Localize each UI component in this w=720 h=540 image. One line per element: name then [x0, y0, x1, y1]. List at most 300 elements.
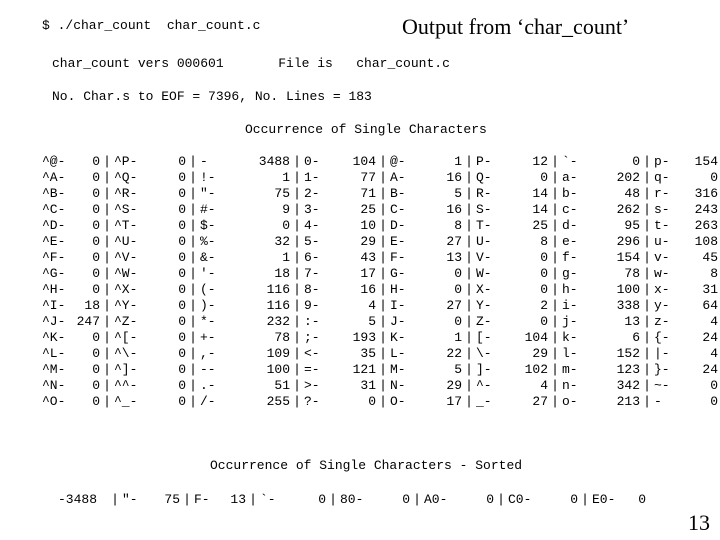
char-count: 8	[454, 218, 462, 233]
char-label: k-	[562, 330, 578, 345]
char-count: 0	[92, 154, 100, 169]
char-label: f-	[562, 250, 578, 265]
char-count: 25	[532, 218, 548, 233]
column-separator: |	[379, 218, 387, 233]
command-line: $ ./char_count char_count.c	[42, 18, 261, 33]
char-count: 4	[710, 314, 718, 329]
char-count-cell	[304, 394, 376, 410]
char-label: d-	[562, 218, 578, 233]
char-count-cell	[200, 362, 290, 378]
char-count-cell	[304, 218, 376, 234]
char-count-cell	[200, 298, 290, 314]
column-separator: |	[551, 218, 559, 233]
char-count: 8	[540, 234, 548, 249]
char-count-cell	[42, 282, 100, 298]
char-count: 75	[274, 186, 290, 201]
char-count: 0	[454, 314, 462, 329]
column-separator: |	[643, 298, 651, 313]
table-row	[42, 378, 718, 394]
char-count: 6	[632, 330, 640, 345]
sorted-heading: Occurrence of Single Characters - Sorted	[210, 458, 523, 473]
char-count-cell	[114, 298, 186, 314]
column-separator: |	[581, 492, 589, 507]
char-label: 3-	[304, 202, 320, 217]
char-label: u-	[654, 234, 670, 249]
char-count-cell	[42, 202, 100, 218]
char-label: >-	[304, 378, 320, 393]
char-label: _-	[476, 394, 492, 409]
column-separator: |	[643, 266, 651, 281]
char-label: |-	[654, 346, 670, 361]
char-count-cell	[562, 154, 640, 170]
char-label: b-	[562, 186, 578, 201]
char-label: w-	[654, 266, 670, 281]
char-label: ,-	[200, 346, 216, 361]
column-separator: |	[465, 234, 473, 249]
char-count: 0	[178, 154, 186, 169]
char-count: 0	[92, 186, 100, 201]
column-separator: |	[329, 492, 337, 507]
char-label: ^N-	[42, 378, 66, 393]
char-count: 4	[540, 378, 548, 393]
char-count: 14	[532, 186, 548, 201]
char-label: =-	[304, 362, 320, 377]
char-label: ^@-	[42, 154, 66, 169]
char-label: @-	[390, 154, 406, 169]
sorted-cell	[424, 492, 494, 508]
char-count: 9	[282, 202, 290, 217]
column-separator: |	[189, 266, 197, 281]
table-row	[42, 362, 718, 378]
char-count-cell	[42, 362, 100, 378]
sorted-count: 0	[486, 492, 494, 507]
char-count: 3488	[258, 154, 290, 169]
column-separator: |	[189, 362, 197, 377]
char-count-cell	[390, 282, 462, 298]
char-label: i-	[562, 298, 578, 313]
char-count-cell	[200, 170, 290, 186]
char-count-cell	[200, 394, 290, 410]
char-count-cell	[562, 218, 640, 234]
column-separator: |	[103, 362, 111, 377]
column-separator: |	[643, 234, 651, 249]
column-separator: |	[465, 282, 473, 297]
char-count: 1	[282, 250, 290, 265]
char-label: o-	[562, 394, 578, 409]
char-label: v-	[654, 250, 670, 265]
char-count-cell	[42, 154, 100, 170]
char-label: Y-	[476, 298, 492, 313]
column-separator: |	[293, 394, 301, 409]
char-label: ^B-	[42, 186, 66, 201]
char-label: ^P-	[114, 154, 138, 169]
char-count: 2	[540, 298, 548, 313]
char-count: 78	[274, 330, 290, 345]
char-count: 342	[616, 378, 640, 393]
char-count-cell	[654, 362, 718, 378]
char-count: 16	[360, 282, 376, 297]
char-count: 213	[616, 394, 640, 409]
char-count-cell	[562, 250, 640, 266]
sorted-count: 0	[318, 492, 326, 507]
column-separator: |	[465, 330, 473, 345]
char-count: 4	[368, 298, 376, 313]
char-count: 24	[702, 330, 718, 345]
char-count: 0	[178, 314, 186, 329]
char-count: 29	[532, 346, 548, 361]
char-count-cell	[42, 234, 100, 250]
sorted-cell	[340, 492, 410, 508]
char-count-cell	[200, 218, 290, 234]
char-count-cell	[42, 314, 100, 330]
sorted-label: 80-	[340, 492, 364, 507]
char-label: "-	[200, 186, 216, 201]
column-separator: |	[183, 492, 191, 507]
char-label: U-	[476, 234, 492, 249]
char-label: h-	[562, 282, 578, 297]
char-count-cell	[654, 330, 718, 346]
char-label: ^T-	[114, 218, 138, 233]
column-separator: |	[465, 346, 473, 361]
char-count: 232	[266, 314, 290, 329]
char-count-cell	[476, 282, 548, 298]
char-label: ^R-	[114, 186, 138, 201]
char-count: 24	[702, 362, 718, 377]
char-count-cell	[114, 218, 186, 234]
column-separator: |	[189, 234, 197, 249]
char-count-cell	[562, 346, 640, 362]
sorted-count: 0	[402, 492, 410, 507]
char-label: ^M-	[42, 362, 66, 377]
char-count-cell	[114, 154, 186, 170]
column-separator: |	[103, 298, 111, 313]
table-row	[42, 298, 718, 314]
char-count-cell	[390, 234, 462, 250]
column-separator: |	[643, 250, 651, 265]
char-count-cell	[200, 202, 290, 218]
char-label: ^Y-	[114, 298, 138, 313]
char-label: ^U-	[114, 234, 138, 249]
occurrence-heading: Occurrence of Single Characters	[245, 122, 487, 137]
char-count: 17	[360, 266, 376, 281]
char-label: ^O-	[42, 394, 66, 409]
char-label: ^I-	[42, 298, 66, 313]
char-count-cell	[476, 170, 548, 186]
char-count: 0	[178, 266, 186, 281]
char-count-cell	[476, 330, 548, 346]
char-count-cell	[114, 346, 186, 362]
char-count: 296	[616, 234, 640, 249]
char-count-cell	[476, 154, 548, 170]
char-count-cell	[654, 202, 718, 218]
char-count: 193	[352, 330, 376, 345]
page-number: 13	[688, 510, 710, 535]
char-count: 102	[524, 362, 548, 377]
column-separator: |	[249, 492, 257, 507]
occurrence-table	[42, 154, 718, 410]
char-label: D-	[390, 218, 406, 233]
char-count: 10	[360, 218, 376, 233]
column-separator: |	[189, 218, 197, 233]
char-count: 0	[710, 394, 718, 409]
column-separator: |	[551, 394, 559, 409]
char-count-cell	[390, 314, 462, 330]
char-count-cell	[654, 154, 718, 170]
char-count-cell	[304, 234, 376, 250]
char-label: Q-	[476, 170, 492, 185]
column-separator: |	[189, 250, 197, 265]
char-label: #-	[200, 202, 216, 217]
char-count-cell	[654, 282, 718, 298]
char-count: 0	[178, 202, 186, 217]
column-separator: |	[465, 202, 473, 217]
column-separator: |	[643, 202, 651, 217]
sorted-label: A0-	[424, 492, 448, 507]
char-count-cell	[654, 378, 718, 394]
char-count-cell	[42, 218, 100, 234]
column-separator: |	[643, 154, 651, 169]
char-label: ^H-	[42, 282, 66, 297]
char-count-cell	[476, 186, 548, 202]
char-count-cell	[114, 250, 186, 266]
char-label: 2-	[304, 186, 320, 201]
char-count-cell	[200, 234, 290, 250]
char-count: 0	[178, 346, 186, 361]
char-label: z-	[654, 314, 670, 329]
char-count-cell	[114, 378, 186, 394]
column-separator: |	[465, 298, 473, 313]
sorted-count: 13	[230, 492, 246, 507]
char-count-cell	[114, 282, 186, 298]
char-count-cell	[42, 250, 100, 266]
char-label: --	[200, 362, 216, 377]
char-count: 0	[540, 266, 548, 281]
char-label: N-	[390, 378, 406, 393]
column-separator: |	[465, 170, 473, 185]
char-count-cell	[114, 394, 186, 410]
column-separator: |	[465, 266, 473, 281]
table-row	[42, 154, 718, 170]
sorted-cell	[260, 492, 326, 508]
char-count: 109	[266, 346, 290, 361]
char-label: p-	[654, 154, 670, 169]
column-separator: |	[643, 394, 651, 409]
char-label: ^D-	[42, 218, 66, 233]
sorted-cell	[194, 492, 246, 508]
column-separator: |	[465, 218, 473, 233]
char-count-cell	[654, 314, 718, 330]
char-label: a-	[562, 170, 578, 185]
char-count: 78	[624, 266, 640, 281]
char-label: j-	[562, 314, 578, 329]
column-separator: |	[103, 250, 111, 265]
char-count: 0	[92, 266, 100, 281]
char-count: 262	[616, 202, 640, 217]
column-separator: |	[293, 218, 301, 233]
char-count-cell	[304, 282, 376, 298]
column-separator: |	[497, 492, 505, 507]
char-count: 27	[446, 234, 462, 249]
char-label: ^A-	[42, 170, 66, 185]
column-separator: |	[189, 170, 197, 185]
char-count-cell	[390, 298, 462, 314]
char-count-cell	[476, 266, 548, 282]
char-count-cell	[200, 378, 290, 394]
char-count: 255	[266, 394, 290, 409]
column-separator: |	[189, 282, 197, 297]
char-count-cell	[562, 186, 640, 202]
table-row	[42, 218, 718, 234]
char-label: ^X-	[114, 282, 138, 297]
column-separator: |	[379, 314, 387, 329]
char-count: 31	[702, 282, 718, 297]
char-count: 104	[524, 330, 548, 345]
char-label: ^[-	[114, 330, 138, 345]
char-label: (-	[200, 282, 216, 297]
char-label: -	[200, 154, 208, 169]
char-count-cell	[42, 378, 100, 394]
char-label: g-	[562, 266, 578, 281]
char-count-cell	[476, 346, 548, 362]
column-separator: |	[643, 330, 651, 345]
column-separator: |	[189, 186, 197, 201]
char-count-cell	[390, 170, 462, 186]
char-label: S-	[476, 202, 492, 217]
char-count-cell	[200, 330, 290, 346]
char-label: :-	[304, 314, 320, 329]
char-count: 0	[178, 394, 186, 409]
char-count-cell	[114, 170, 186, 186]
column-separator: |	[551, 154, 559, 169]
char-label: &-	[200, 250, 216, 265]
column-separator: |	[551, 170, 559, 185]
column-separator: |	[293, 346, 301, 361]
char-count: 0	[178, 362, 186, 377]
char-label: ^G-	[42, 266, 66, 281]
char-count-cell	[42, 298, 100, 314]
char-label: ^-	[476, 378, 492, 393]
table-row	[42, 250, 718, 266]
char-label: -	[654, 394, 662, 409]
char-count: 0	[540, 250, 548, 265]
char-count-cell	[114, 362, 186, 378]
char-count: 1	[454, 154, 462, 169]
char-label: ^]-	[114, 362, 138, 377]
char-count-cell	[304, 250, 376, 266]
char-count: 0	[92, 202, 100, 217]
char-count-cell	[476, 314, 548, 330]
char-label: 1-	[304, 170, 320, 185]
char-label: q-	[654, 170, 670, 185]
sorted-cell	[508, 492, 578, 508]
char-label: !-	[200, 170, 216, 185]
char-label: +-	[200, 330, 216, 345]
char-label: K-	[390, 330, 406, 345]
column-separator: |	[189, 378, 197, 393]
column-separator: |	[379, 378, 387, 393]
char-count: 0	[710, 170, 718, 185]
char-count: 121	[352, 362, 376, 377]
char-count-cell	[200, 250, 290, 266]
column-separator: |	[643, 218, 651, 233]
table-row	[42, 346, 718, 362]
char-label: x-	[654, 282, 670, 297]
char-count-cell	[562, 234, 640, 250]
sorted-cell	[592, 492, 646, 508]
char-label: m-	[562, 362, 578, 377]
char-count: 0	[282, 218, 290, 233]
sorted-count: 75	[164, 492, 180, 507]
char-count-cell	[304, 186, 376, 202]
char-label: ^K-	[42, 330, 66, 345]
char-count: 27	[532, 394, 548, 409]
sorted-label: -3488	[58, 492, 98, 507]
char-count-cell	[476, 362, 548, 378]
column-separator: |	[189, 154, 197, 169]
column-separator: |	[379, 170, 387, 185]
char-count: 35	[360, 346, 376, 361]
column-separator: |	[551, 314, 559, 329]
char-label: ~-	[654, 378, 670, 393]
char-label: C-	[390, 202, 406, 217]
char-label: ^S-	[114, 202, 138, 217]
column-separator: |	[643, 362, 651, 377]
char-count: 13	[446, 250, 462, 265]
char-count-cell	[562, 362, 640, 378]
char-label: 4-	[304, 218, 320, 233]
char-count-cell	[654, 170, 718, 186]
char-count: 0	[178, 170, 186, 185]
char-count-cell	[390, 266, 462, 282]
char-count-cell	[654, 298, 718, 314]
column-separator: |	[103, 154, 111, 169]
char-count-cell	[304, 346, 376, 362]
char-count: 152	[616, 346, 640, 361]
char-label: e-	[562, 234, 578, 249]
column-separator: |	[379, 202, 387, 217]
column-separator: |	[103, 394, 111, 409]
char-label: ^C-	[42, 202, 66, 217]
char-label: }-	[654, 362, 670, 377]
char-count: 0	[92, 330, 100, 345]
char-count-cell	[200, 282, 290, 298]
char-count: 116	[266, 282, 290, 297]
column-separator: |	[103, 266, 111, 281]
sorted-label: C0-	[508, 492, 532, 507]
char-count: 77	[360, 170, 376, 185]
char-count: 202	[616, 170, 640, 185]
char-count: 0	[92, 282, 100, 297]
char-count: 0	[92, 362, 100, 377]
char-count: 263	[694, 218, 718, 233]
column-separator: |	[379, 394, 387, 409]
char-count-cell	[654, 346, 718, 362]
sorted-label: "-	[122, 492, 138, 507]
char-count: 16	[446, 202, 462, 217]
char-count: 123	[616, 362, 640, 377]
char-label: $-	[200, 218, 216, 233]
char-count-cell	[200, 154, 290, 170]
char-count-cell	[654, 186, 718, 202]
column-separator: |	[379, 362, 387, 377]
char-label: P-	[476, 154, 492, 169]
char-label: O-	[390, 394, 406, 409]
column-separator: |	[551, 234, 559, 249]
column-separator: |	[189, 346, 197, 361]
char-count-cell	[390, 250, 462, 266]
char-label: L-	[390, 346, 406, 361]
table-row	[42, 266, 718, 282]
